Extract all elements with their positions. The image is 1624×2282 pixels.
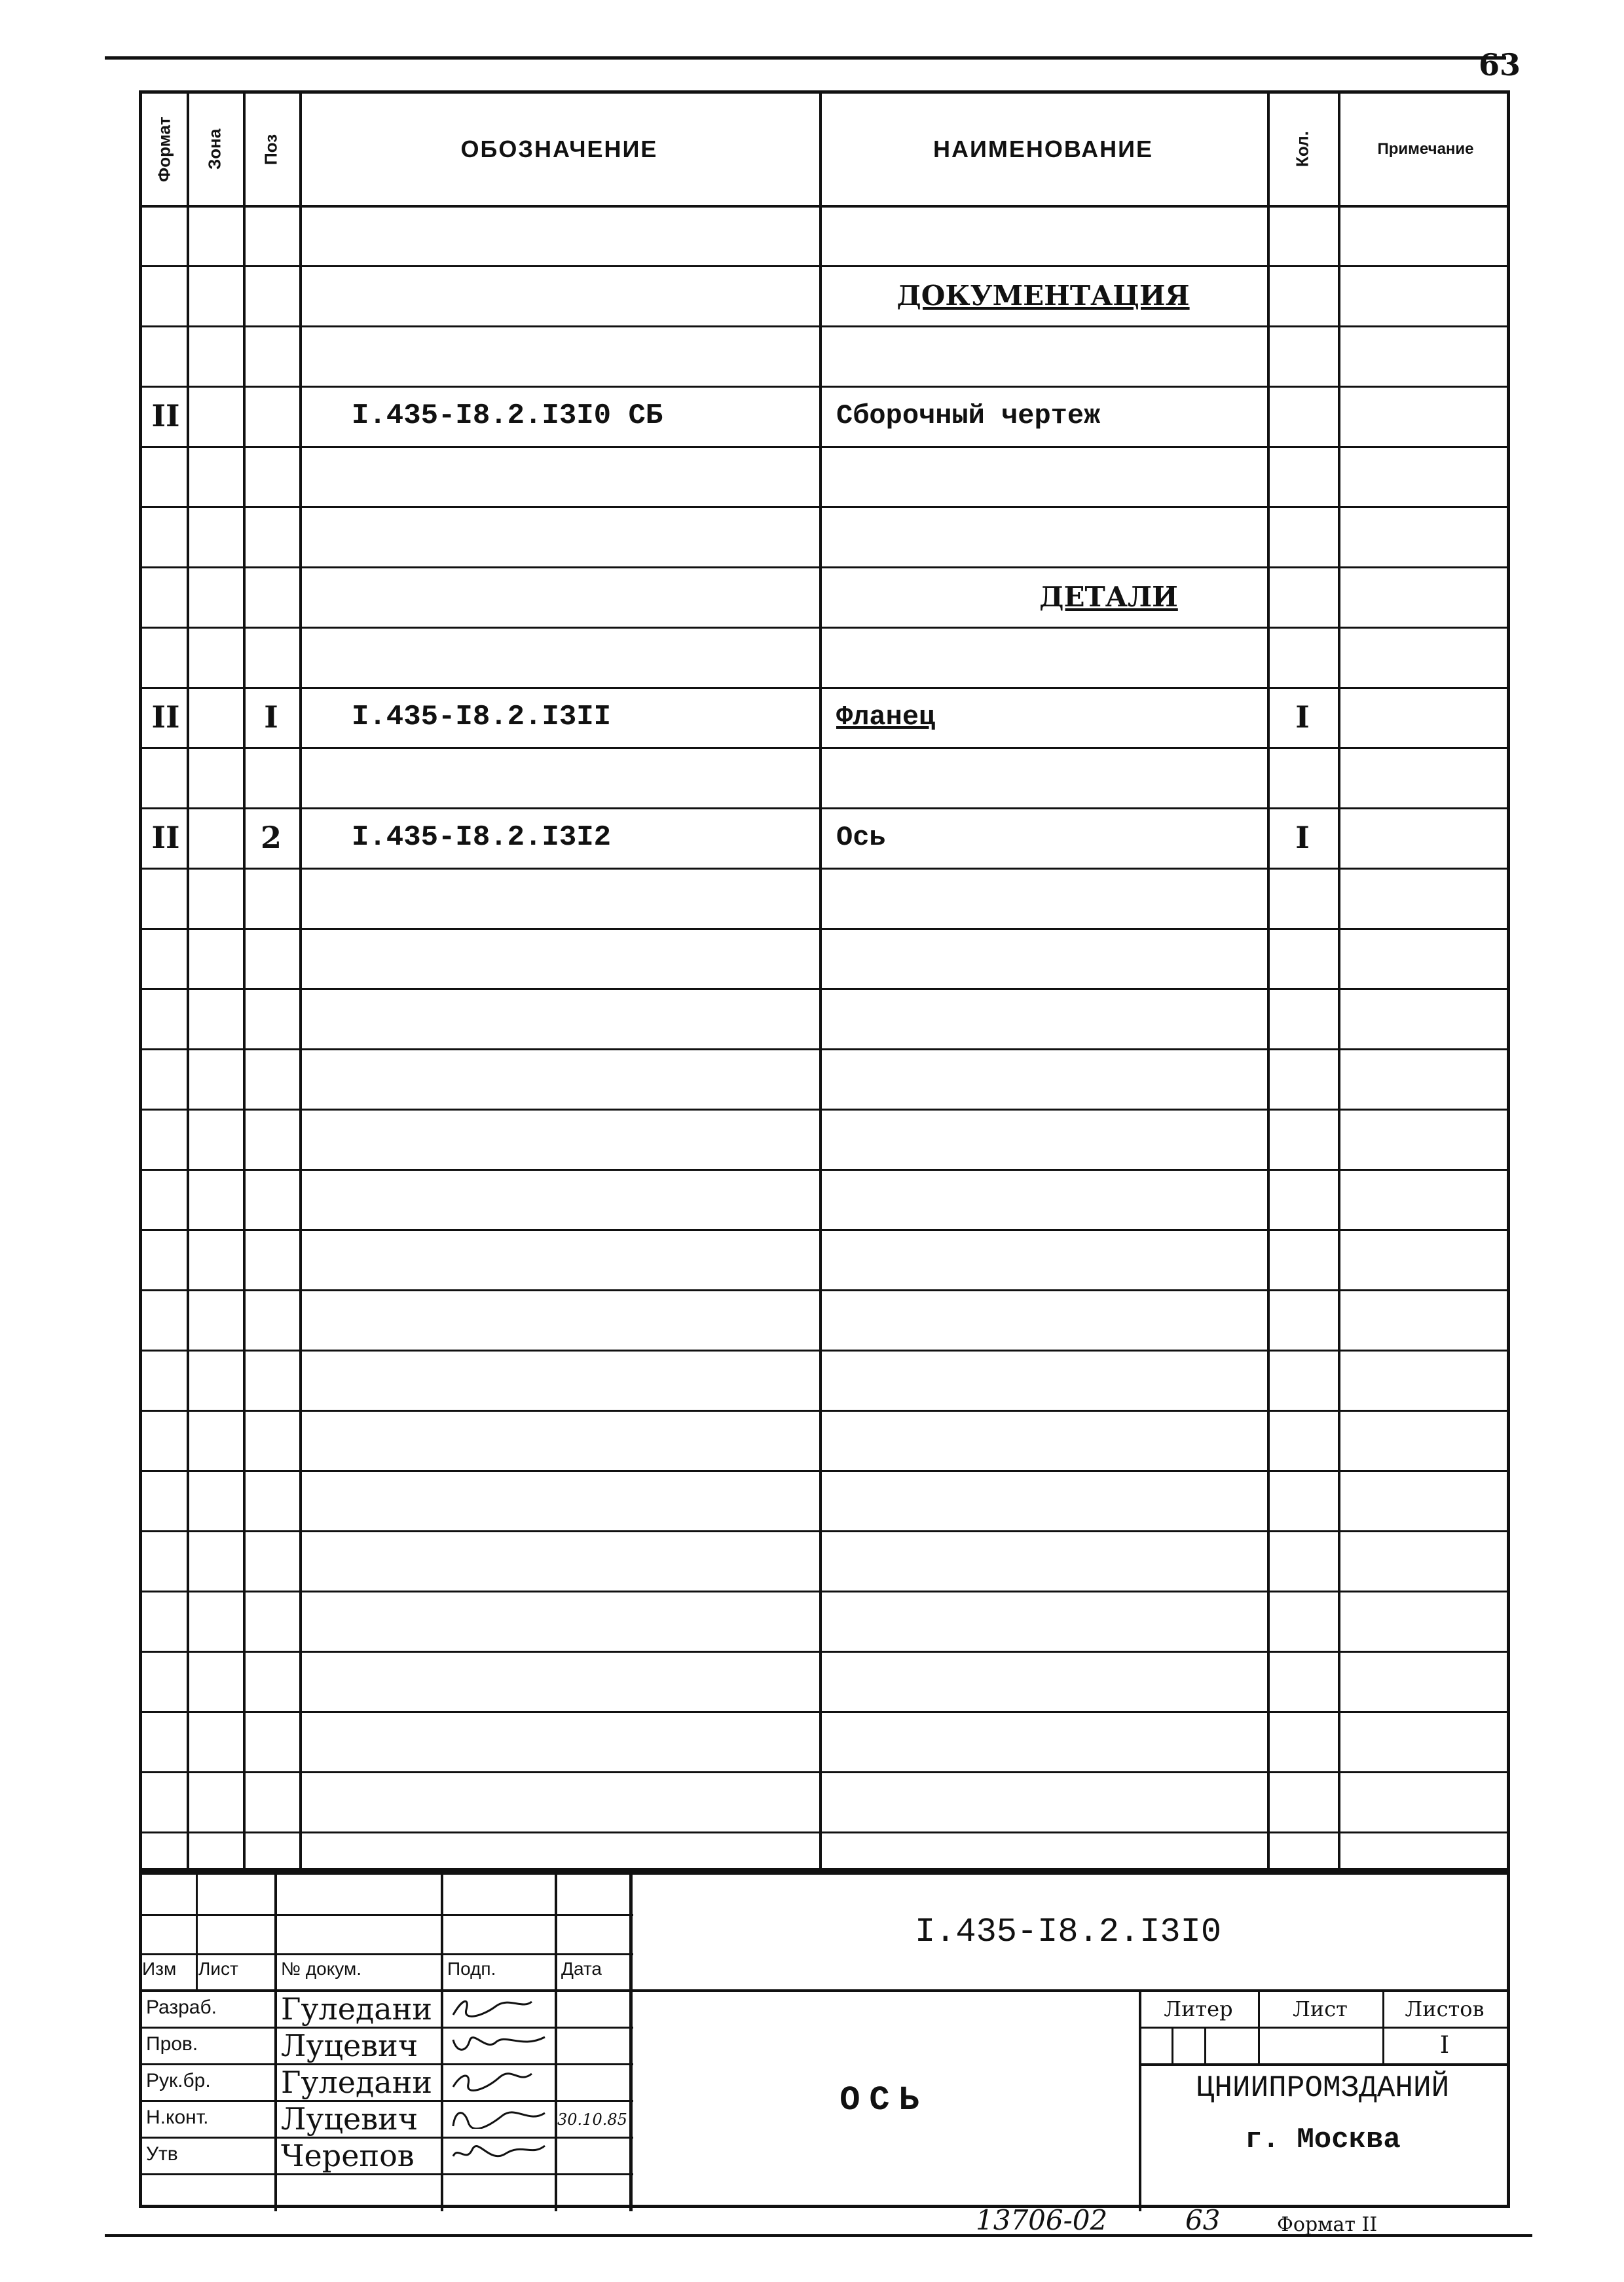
row-rule xyxy=(142,325,1507,327)
header-format: Формат xyxy=(154,117,174,182)
tb-liter-label: Литер xyxy=(1164,1997,1233,2021)
part1-quantity: I xyxy=(1295,699,1310,735)
row-rule xyxy=(142,928,1507,930)
row-rule xyxy=(142,1350,1507,1352)
tb-col xyxy=(1172,2027,1173,2063)
col-divider xyxy=(1267,94,1270,1868)
header-designation: ОБОЗНАЧЕНИЕ xyxy=(460,136,658,162)
assembly-name: Сборочный чертеж xyxy=(836,400,1101,432)
part2-quantity: I xyxy=(1295,820,1310,855)
tb-role: Рук.бр. xyxy=(146,2070,211,2091)
footer-format: Формат II xyxy=(1277,2213,1378,2236)
tb-col xyxy=(1204,2027,1206,2063)
part1-position: I xyxy=(264,699,278,735)
tb-name: Гуледани xyxy=(281,2065,433,2100)
tb-sheet-label: Лист xyxy=(1293,1997,1348,2021)
col-divider xyxy=(1338,94,1340,1868)
header-name: НАИМЕНОВАНИЕ xyxy=(933,136,1153,162)
tb-col-change: Изм xyxy=(142,1959,177,1979)
tb-role: Разраб. xyxy=(146,1997,217,2018)
signature-image xyxy=(450,2143,548,2165)
tb-rule xyxy=(142,1953,633,1955)
row-rule xyxy=(142,506,1507,508)
tb-organization: ЦНИИПРОМЗДАНИЙ xyxy=(1196,2071,1450,2105)
row-rule xyxy=(142,1169,1507,1171)
header-rule xyxy=(142,205,1507,208)
tb-col xyxy=(274,1875,277,2211)
tb-date: 30.10.85 xyxy=(557,2110,627,2129)
tb-rule xyxy=(1139,2027,1507,2029)
signature-image xyxy=(450,1997,535,2019)
tb-designation: I.435-I8.2.I3I0 xyxy=(914,1913,1222,1951)
row-rule xyxy=(142,1530,1507,1532)
tb-name: Луцевич xyxy=(281,2028,418,2063)
part2-format: II xyxy=(151,820,180,855)
header-note: Примечание xyxy=(1377,140,1474,158)
signature-image xyxy=(450,2070,535,2092)
part1-designation: I.435-I8.2.I3II xyxy=(352,701,612,733)
tb-name: Луцевич xyxy=(281,2101,418,2137)
col-divider xyxy=(299,94,302,1868)
header-zone: Зона xyxy=(204,128,225,170)
row-rule xyxy=(142,1771,1507,1773)
row-rule xyxy=(142,1591,1507,1592)
tb-sheets-label: Листов xyxy=(1405,1997,1485,2021)
tb-role: Утв xyxy=(146,2143,178,2165)
row-rule xyxy=(142,1651,1507,1653)
part2-designation: I.435-I8.2.I3I2 xyxy=(352,821,612,854)
header-quantity: Кол. xyxy=(1292,131,1312,168)
corner-page-number: 63 xyxy=(1479,47,1521,83)
footer-inventory-number: 13706-02 xyxy=(976,2204,1108,2236)
tb-city: г. Москва xyxy=(1245,2124,1401,2156)
row-rule xyxy=(142,1410,1507,1412)
tb-rule xyxy=(1139,2063,1507,2066)
tb-col-sheet: Лист xyxy=(198,1959,238,1979)
col-divider xyxy=(243,94,246,1868)
tb-col-date: Дата xyxy=(561,1959,602,1979)
tb-name: Гуледани xyxy=(281,1991,433,2027)
tb-name: Черепов xyxy=(281,2138,415,2173)
part2-name: Ось xyxy=(836,822,886,853)
tb-role: Н.конт. xyxy=(146,2107,209,2128)
tb-col-sign: Подп. xyxy=(447,1959,496,1979)
row-rule xyxy=(142,1289,1507,1291)
row-rule xyxy=(142,988,1507,990)
row-rule xyxy=(142,386,1507,388)
tb-col xyxy=(555,1875,557,2211)
col-divider xyxy=(819,94,822,1868)
section-documentation: ДОКУМЕНТАЦИЯ xyxy=(896,279,1190,312)
row-rule xyxy=(142,1109,1507,1111)
assembly-format: II xyxy=(151,398,180,433)
tb-role: Пров. xyxy=(146,2033,198,2055)
row-rule xyxy=(142,446,1507,448)
col-divider xyxy=(187,94,189,1868)
row-rule xyxy=(142,1229,1507,1231)
tb-rule xyxy=(142,1914,633,1916)
row-rule xyxy=(142,1831,1507,1833)
part1-name: Фланец xyxy=(836,701,936,733)
row-rule xyxy=(142,868,1507,870)
assembly-designation: I.435-I8.2.I3I0 СБ xyxy=(352,399,663,432)
part2-position: 2 xyxy=(260,820,282,855)
row-rule xyxy=(142,1470,1507,1472)
footer-sheet-number: 63 xyxy=(1185,2204,1221,2236)
row-rule xyxy=(142,1711,1507,1713)
title-block xyxy=(139,1871,1510,2208)
header-position: Поз xyxy=(261,134,281,165)
tb-sheets-value: I xyxy=(1439,2032,1450,2059)
row-rule xyxy=(142,627,1507,629)
row-rule xyxy=(142,747,1507,749)
tb-col xyxy=(441,1875,443,2211)
top-border-line xyxy=(105,56,1506,60)
tb-col-doc: № докум. xyxy=(281,1959,362,1979)
part1-format: II xyxy=(151,699,180,735)
section-parts: ДЕТАЛИ xyxy=(1039,580,1178,613)
tb-col xyxy=(196,1875,198,1989)
signature-image xyxy=(450,2033,548,2055)
signature-image xyxy=(450,2107,548,2129)
specification-table xyxy=(139,90,1510,1871)
tb-product-name: ОСЬ xyxy=(840,2081,929,2120)
tb-rule xyxy=(142,2173,633,2175)
row-rule xyxy=(142,1048,1507,1050)
